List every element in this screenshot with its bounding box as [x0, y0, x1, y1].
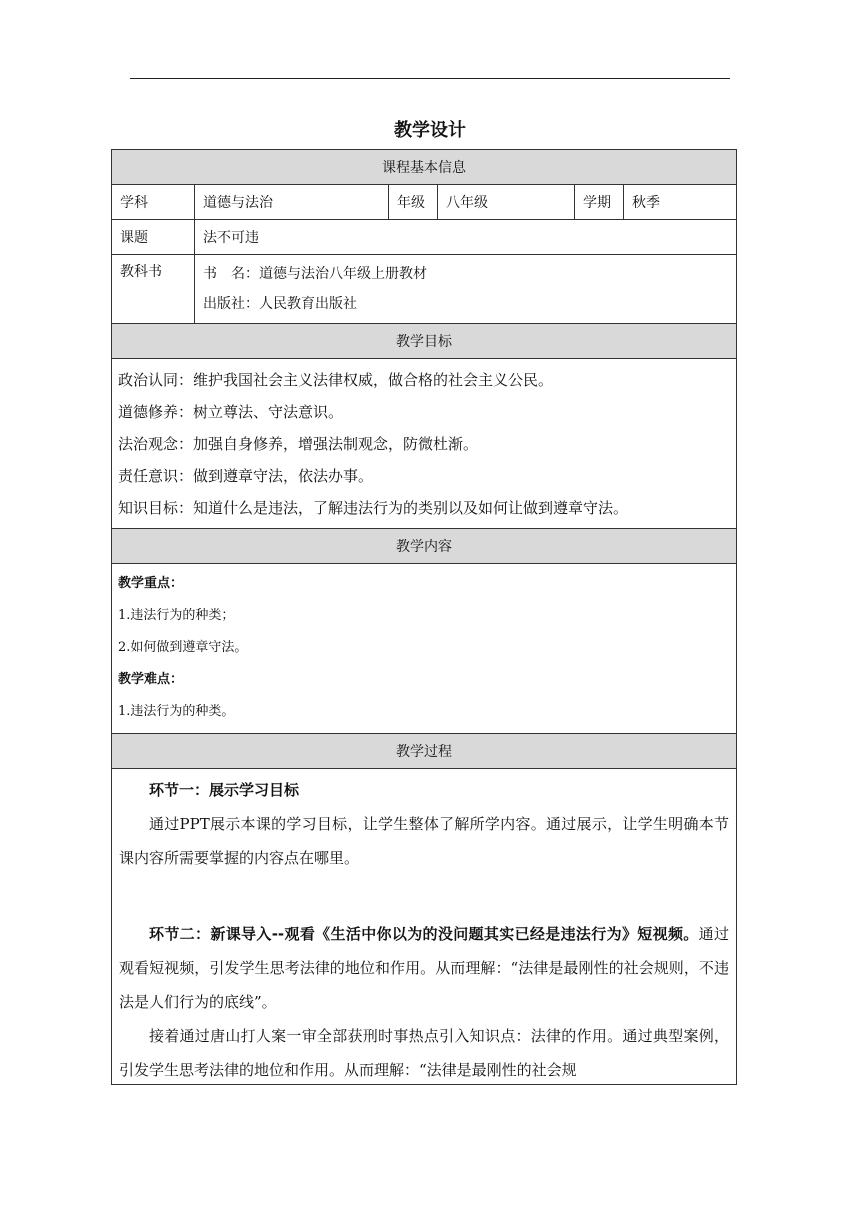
grade-label: 年级 — [389, 185, 438, 219]
grade-value: 八年级 — [438, 185, 575, 219]
spacer — [119, 875, 729, 917]
header-rule — [130, 78, 730, 79]
textbook-details — [195, 255, 736, 323]
section-goals: 教学目标 — [112, 324, 736, 359]
textbook-label: 教科书 — [112, 255, 195, 323]
difficult-point-item: 1.违法行为的种类。 — [118, 704, 235, 719]
goal-item: 知识目标：知道什么是违法，了解违法行为的类别以及如何让做到遵章守法。 — [118, 499, 629, 517]
key-points-heading: 教学重点： — [118, 576, 184, 591]
goal-item: 道德修养：树立尊法、守法意识。 — [118, 403, 344, 421]
step1-text: 通过PPT展示本课的学习目标，让学生整体了解所学内容。通过展示，让学生明确本节课内容所需要掌握的内容点在哪里。 — [119, 815, 729, 867]
textbook-row — [112, 255, 736, 324]
step2-text: 通过观看短视频，引发学生思考法律的地位和作用。从而理解：“法律是最刚性的社会规则，不违法是人们行为的底线”。 — [119, 925, 729, 1011]
goal-item: 法治观念：加强自身修养，增强法制观念，防微杜渐。 — [118, 435, 479, 453]
topic-label: 课题 — [112, 220, 195, 254]
term-label: 学期 — [575, 185, 624, 219]
step2-heading: 环节二：新课导入--观看《生活中你以为的没问题其实已经是违法行为》短视频。 — [149, 925, 699, 943]
book-name: 书 名：道德与法治八年级上册教材 — [203, 266, 427, 282]
section-process: 教学过程 — [112, 734, 736, 769]
document-title: 教学设计 — [394, 120, 466, 141]
subject-label: 学科 — [112, 185, 195, 219]
section-content: 教学内容 — [112, 529, 736, 564]
topic-row — [112, 220, 736, 255]
step2-text2: 接着通过唐山打人案一审全部获刑时事热点引入知识点：法律的作用。通过典型案例，引发学生思考法律的地位和作用。从而理解：“法律是最刚性的社会规 — [119, 1027, 729, 1079]
topic-value: 法不可违 — [203, 230, 259, 246]
goals-list — [112, 359, 736, 529]
goal-item: 责任意识：做到遵章守法，依法办事。 — [118, 467, 374, 485]
content-block — [112, 564, 736, 734]
process-block — [112, 769, 736, 1085]
step2-paragraph — [119, 917, 729, 1019]
goal-item: 政治认同：维护我国社会主义法律权威，做合格的社会主义公民。 — [118, 371, 554, 389]
key-point-item: 1.违法行为的种类； — [118, 608, 235, 623]
section-basic-info: 课程基本信息 — [112, 150, 736, 185]
publisher: 出版社：人民教育出版社 — [203, 296, 357, 312]
lesson-plan-table — [111, 149, 737, 1085]
subject-value: 道德与法治 — [195, 185, 389, 219]
step1-heading: 环节一：展示学习目标 — [149, 781, 300, 799]
info-row — [112, 185, 736, 220]
difficult-points-heading: 教学难点： — [118, 672, 184, 687]
key-point-item: 2.如何做到遵章守法。 — [118, 640, 248, 655]
term-value: 秋季 — [632, 195, 660, 211]
